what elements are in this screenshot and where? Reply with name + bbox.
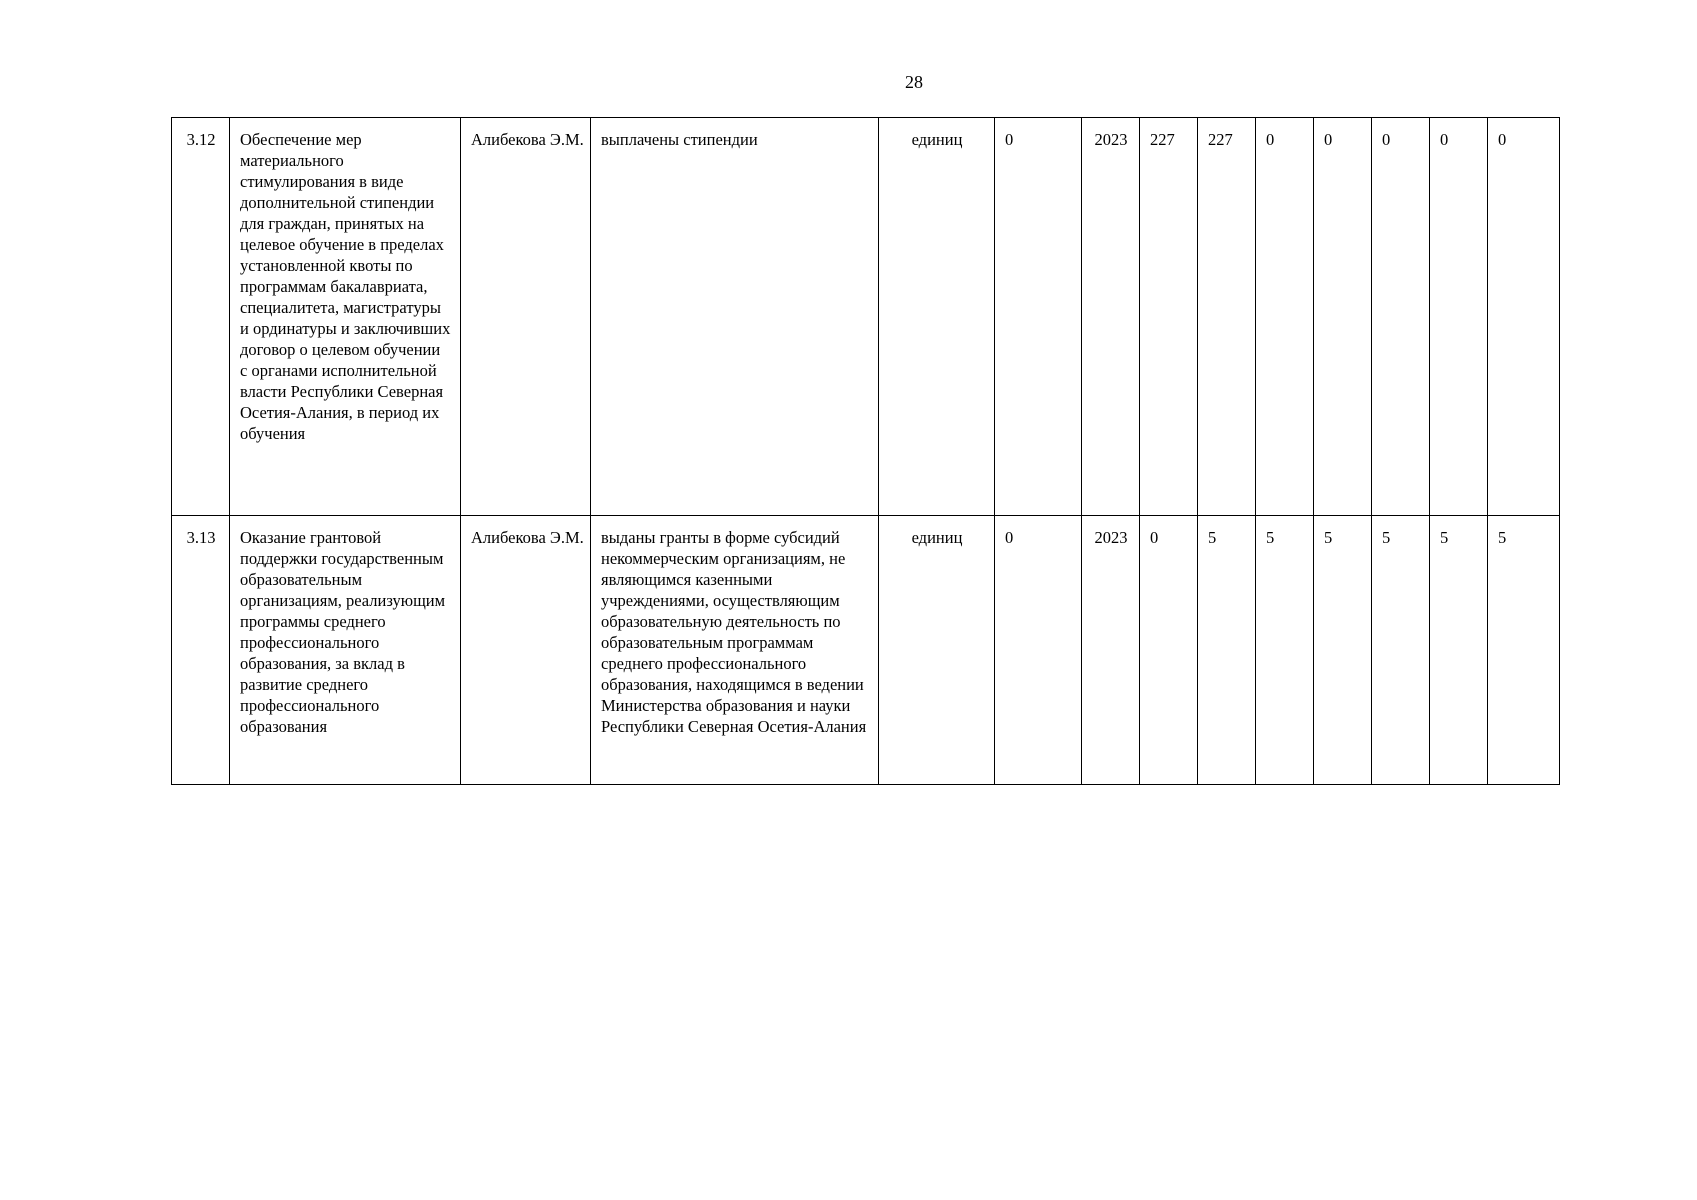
base-value: 0 — [995, 118, 1082, 516]
value-cell: 227 — [1140, 118, 1198, 516]
page-number-text: 28 — [905, 72, 923, 92]
value-cell: 5 — [1430, 516, 1488, 785]
base-year: 2023 — [1082, 516, 1140, 785]
value-cell: 5 — [1372, 516, 1430, 785]
value-cell: 5 — [1314, 516, 1372, 785]
row-number: 3.12 — [172, 118, 230, 516]
value-cell: 0 — [1314, 118, 1372, 516]
responsible-person: Алибекова Э.М. — [461, 118, 591, 516]
value-cell: 5 — [1256, 516, 1314, 785]
base-value: 0 — [995, 516, 1082, 785]
responsible-person: Алибекова Э.М. — [461, 516, 591, 785]
value-cell: 227 — [1198, 118, 1256, 516]
page-number — [0, 72, 1697, 92]
unit-of-measure: единиц — [879, 118, 995, 516]
value-cell: 0 — [1140, 516, 1198, 785]
base-year: 2023 — [1082, 118, 1140, 516]
unit-of-measure: единиц — [879, 516, 995, 785]
value-cell: 0 — [1372, 118, 1430, 516]
measure-name: Обеспечение мер материального стимулирования в виде дополнительной стипендии для граждан, принятых на целевое обучение в пределах установленной квоты по программам бакалавриата, специалитета, магистратуры и ординатуры и заключивших договор о целевом обучении с органами исполнительной власти Республики Северная Осетия-Алания, в период их обучения — [230, 118, 461, 516]
result-description: выплачены стипендии — [591, 118, 879, 516]
value-cell: 5 — [1198, 516, 1256, 785]
measure-name: Оказание грантовой поддержки государственным образовательным организациям, реализующим программы среднего профессионального образования, за вклад в развитие среднего профессионального образования — [230, 516, 461, 785]
value-cell: 0 — [1430, 118, 1488, 516]
value-cell: 0 — [1256, 118, 1314, 516]
value-cell: 0 — [1488, 118, 1560, 516]
table-row — [172, 118, 1560, 516]
measures-table — [171, 117, 1560, 785]
value-cell: 5 — [1488, 516, 1560, 785]
row-number: 3.13 — [172, 516, 230, 785]
table-row — [172, 516, 1560, 785]
result-description: выданы гранты в форме субсидий некоммерческим организациям, не являющимся казенными учреждениями, осуществляющим образовательную деятельность по образовательным программам среднего профессионального образования, находящимся в ведении Министерства образования и науки Республики Северная Осетия-Алания — [591, 516, 879, 785]
